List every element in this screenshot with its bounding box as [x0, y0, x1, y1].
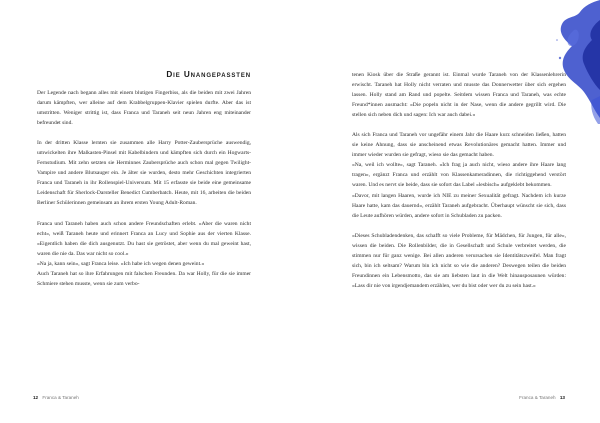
paragraph: Der Legende nach begann alles mit einem blutigen Fingerbiss, als die beiden mit zwei Jahren darum kämpften, wer alleine auf dem Krabbelgruppen-Klavier spielen durfte. Aber das ist umstritten. Weniger strittig ist, dass Franca und Taraneh seit neun Jahren eng miteinander befreundet sind. [37, 90, 251, 127]
page-number: 13 [559, 395, 565, 400]
paragraph: tenen Kiosk über die Straße gerannt ist. Einmal wurde Taraneh von der Klassenlehrerin erwischt. Taraneh hat Holly nicht verraten und musste das Donnerwetter über sich ergehen lassen. Holly stand am Rand und popelte. Seitdem wissen Franca und Taraneh, was echte Freund*innen ausmacht: «Die popeln nicht in der Nase, wenn die andere gegrillt wird. Die stellen sich neben dich und sagen: Ich war auch dabei.» [352, 72, 566, 119]
left-text-column [37, 70, 251, 289]
paragraph: «Dieses Schubladendenken, das schafft so viele Probleme, für Mädchen, für Jungen, für alle», wissen die beiden. Die Rollenbilder, die in Gesellschaft und Schule verbreitet werden, die stimmen nur für ganz wenige. Bei allen anderen verursachen sie Identitätszweifel. Man fragt sich, bin ich seltsam? Warum bin ich nicht so wie die anderen? Deswegen teilen die beiden Freundinnen ein Lebensmotto, das sie am liebsten laut in die Welt hinausposaunen würden: «Lass dir nie von irgendjemandem erzählen, wer du bist oder wer du zu sein hast.» [352, 232, 566, 289]
paragraph: Franca und Taraneh haben auch schon andere Freundschaften erlebt. «Aber die waren nicht echt», weiß Taraneh heute und erinnert Franca an Lucy und Sophie aus der vierten Klasse. «Eigentlich haben die dich ausgenutzt. Du hast sie getröstet, aber wenn du mal geweint hast, waren die nie da. Das war nicht so cool.» [37, 220, 251, 257]
paragraph: «Na ja, kann sein», sagt Franca leise. «Ich habe ich wegen denen geweint.» [37, 260, 205, 267]
running-title: Franca & Taraneh [519, 395, 556, 400]
chapter-title: Die Unangepassten [166, 70, 251, 79]
paragraph: Als sich Franca und Taraneh vor ungefähr einem Jahr die Haare kurz schneiden ließen, hatten sie keine Ahnung, dass sie anscheinend etwas Revolutionäres gemacht hatten. Immer und immer wieder wurden sie gefragt, wieso sie das gemacht haben. [352, 132, 566, 159]
paragraph: «Na, weil ich wollte», sagt Taraneh. «Ich frag ja auch nicht, wieso andere ihre Haare lang tragen», ergänzt Franca und erzählt von Klassenkameradinnen, die richtiggehend verstört waren. Und es nervt sie beide, dass sie sofort das Label «lesbisch» aufgeklebt bekommen. [352, 162, 566, 189]
paragraph: «Davor, mit langen Haaren, wurde ich NIE zu meiner Sexualität gefragt. Nachdem ich kurze Haare hatte, kam das dauernd», erzählt Taraneh aufgebracht. Überhaupt wünscht sie sich, dass die Leute aufhören würden, andere sofort in Schubladen zu packen. [352, 192, 566, 219]
paragraph: In der dritten Klasse lernten sie zusammen alle Harry Potter-Zaubersprüche auswendig, umwickelten ihre Malkasten-Pinsel mit Kabelbindern und kämpften sich durch ein Hogwarts-Fernstudium. Mit zehn setzten sie Herminnes Zaubersprüche auch schon mal gegen Twilight-Vampire und andere Blutsauger ein. Je älter sie wurden, desto mehr Geschichten integrierten Franca und Taraneh in ihr Rollenspiel-Universum. Mit 15 erfasste sie beide eine gemeinsame Leidenschaft für Sherlock-Darsteller Benedict Cumberbatch. Heute, mit 16, arbeiten die beiden Berliner Schülerinnen gemeinsam an ihrem ersten Young Adult-Roman. [37, 140, 251, 207]
page-number: 12 [33, 395, 39, 400]
paragraph: Auch Taraneh hat so ihre Erfahrungen mit falschen Freunden. Da war Holly, für die sie immer Schmiere stehen musste, wenn sie zum verbo- [37, 270, 251, 287]
left-footer [30, 395, 79, 400]
right-page [300, 0, 600, 423]
running-title: Franca & Taraneh [42, 395, 79, 400]
right-text-column [352, 70, 566, 291]
right-footer [519, 395, 568, 400]
